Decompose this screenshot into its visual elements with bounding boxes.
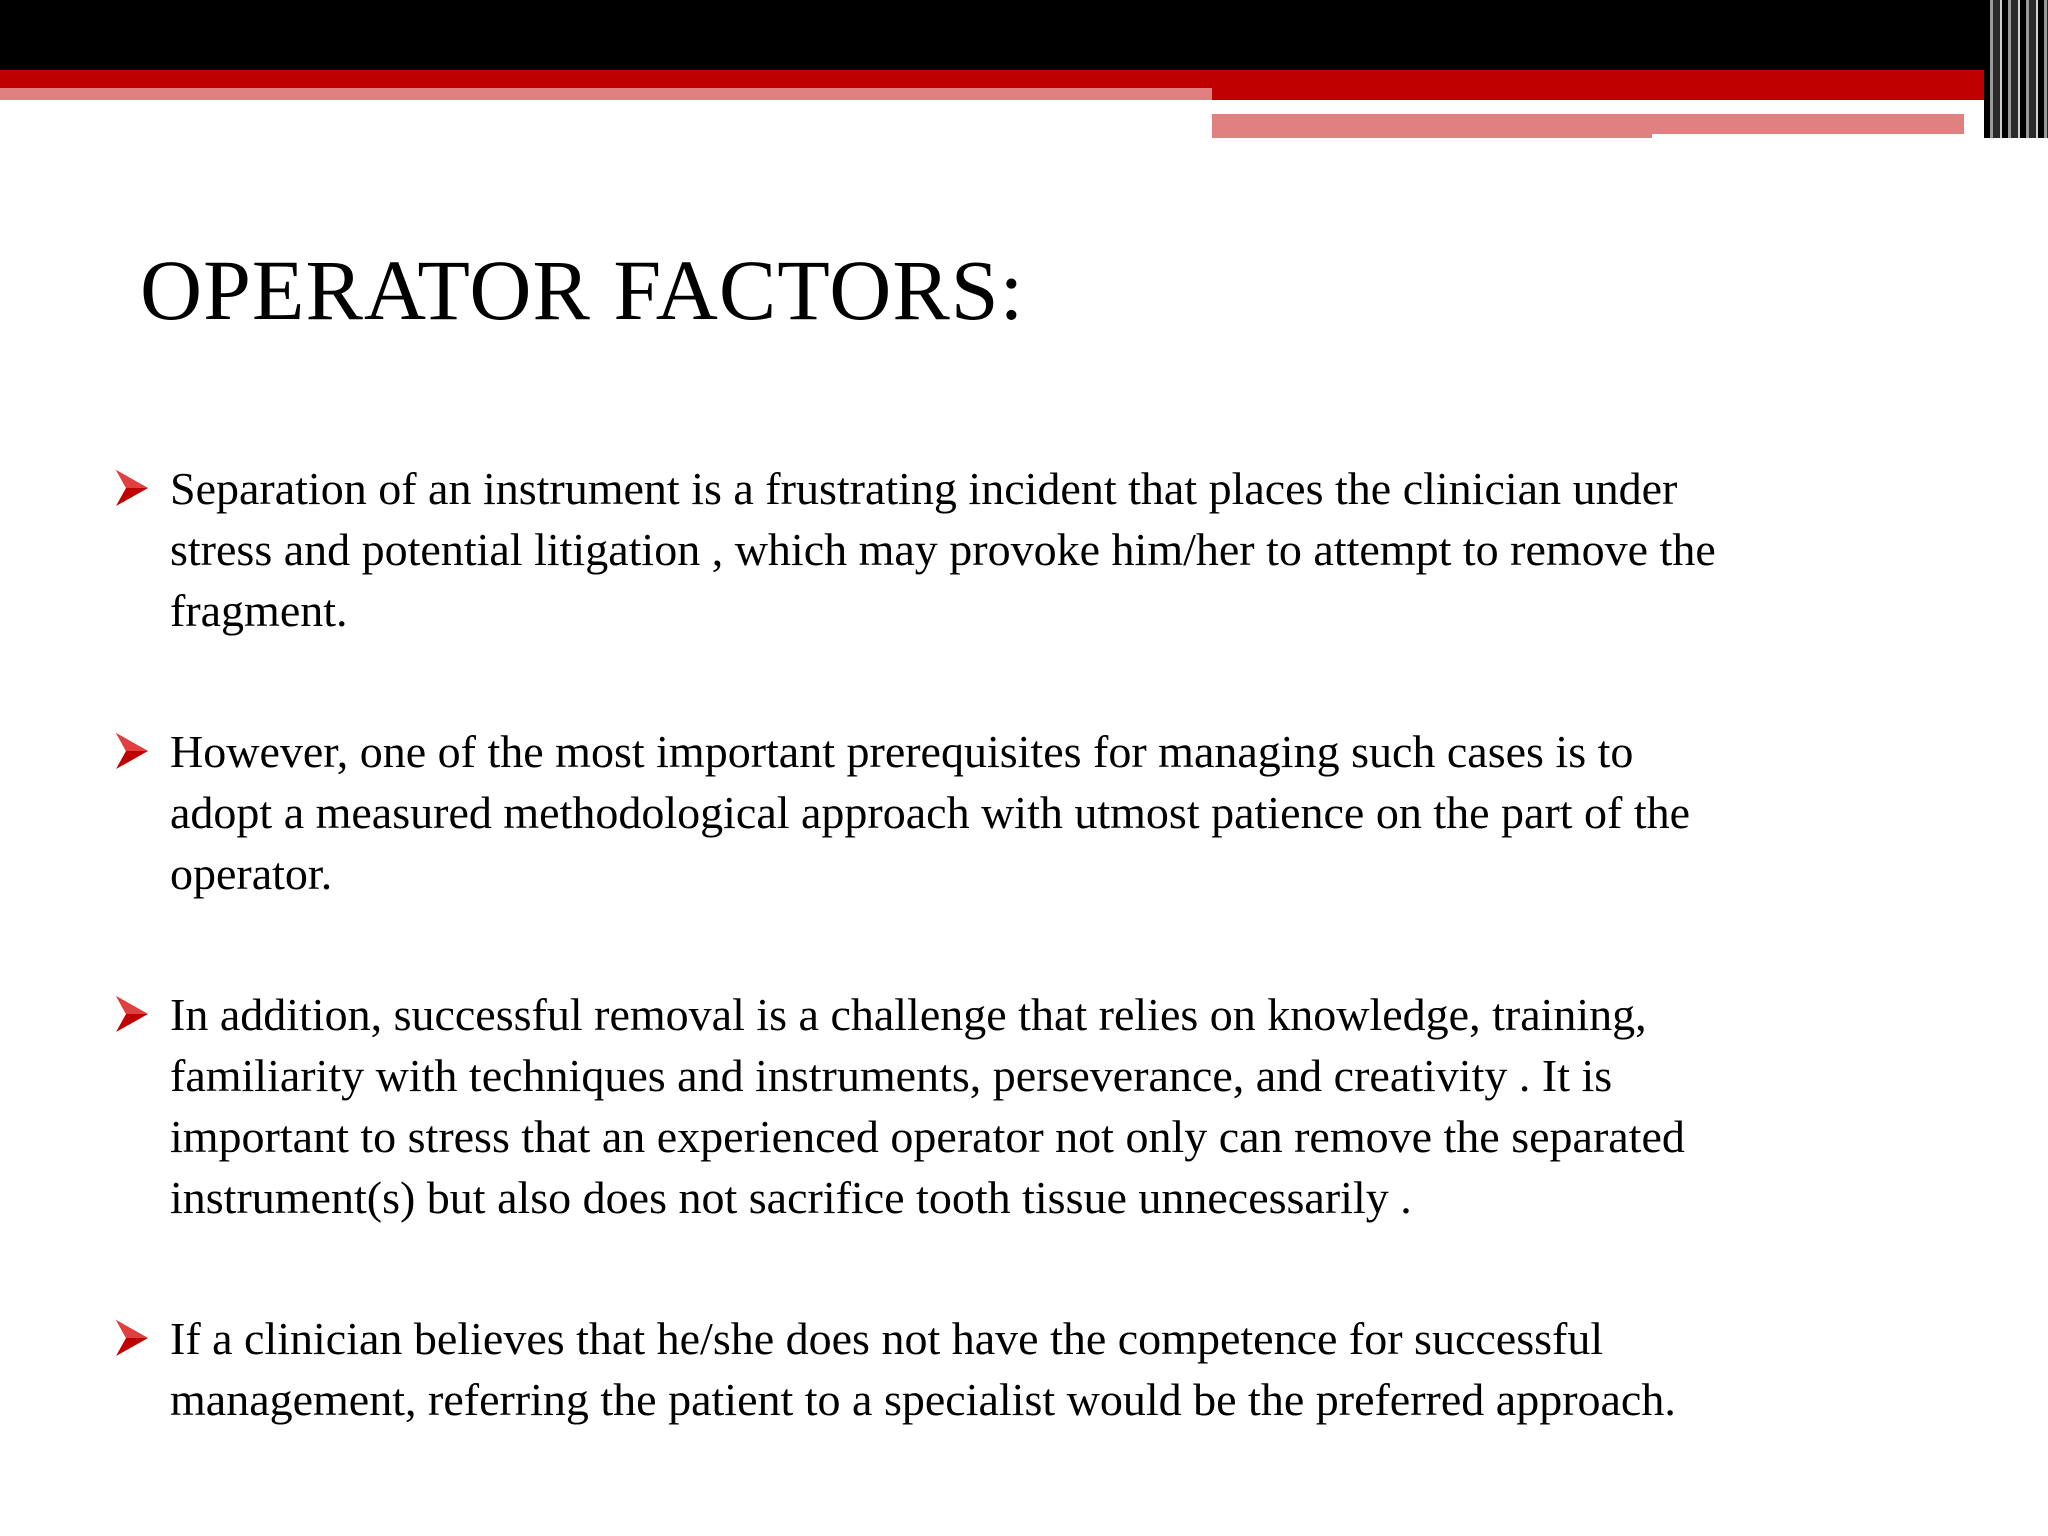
arrow-bullet-icon	[114, 468, 150, 508]
bullet-text: However, one of the most important prerequisites for managing such cases is to adopt a measured methodological approach with utmost patience on the part of the operator.	[170, 726, 1691, 899]
bullet-text: If a clinician believes that he/she does not have the competence for successful management, referring the patient to a specialist would be the preferred approach.	[170, 1313, 1676, 1425]
bullet-text: Separation of an instrument is a frustrating incident that places the clinician under stress and potential litigation , which may provoke him/her to attempt to remove the fragment.	[170, 463, 1716, 636]
header-stripes-decoration	[1984, 0, 2048, 138]
header-red-band-left	[0, 70, 1212, 88]
bullet-item-1	[112, 458, 1912, 641]
slide-title: OPERATOR FACTORS:	[140, 242, 1025, 338]
header-red-band-right	[1212, 70, 2048, 100]
bullet-item-2	[112, 721, 1912, 904]
header-white-line	[1212, 105, 1896, 112]
header-pink-stub	[1212, 130, 1652, 138]
bullet-item-3	[112, 984, 1912, 1228]
arrow-bullet-icon	[114, 1318, 150, 1358]
header-pink-band-left	[0, 88, 1212, 100]
bullet-item-4	[112, 1308, 1912, 1430]
bullet-text: In addition, successful removal is a challenge that relies on knowledge, training, familiarity with techniques and instruments, perseverance, and creativity . It is important to stress that an experienced operator not only can remove the separated instrument(s) but also does not sacrifice tooth tissue unnecessarily .	[170, 989, 1685, 1223]
arrow-bullet-icon	[114, 994, 150, 1034]
arrow-bullet-icon	[114, 731, 150, 771]
header-black-bar	[0, 0, 2048, 70]
bullet-list	[112, 458, 1912, 1430]
